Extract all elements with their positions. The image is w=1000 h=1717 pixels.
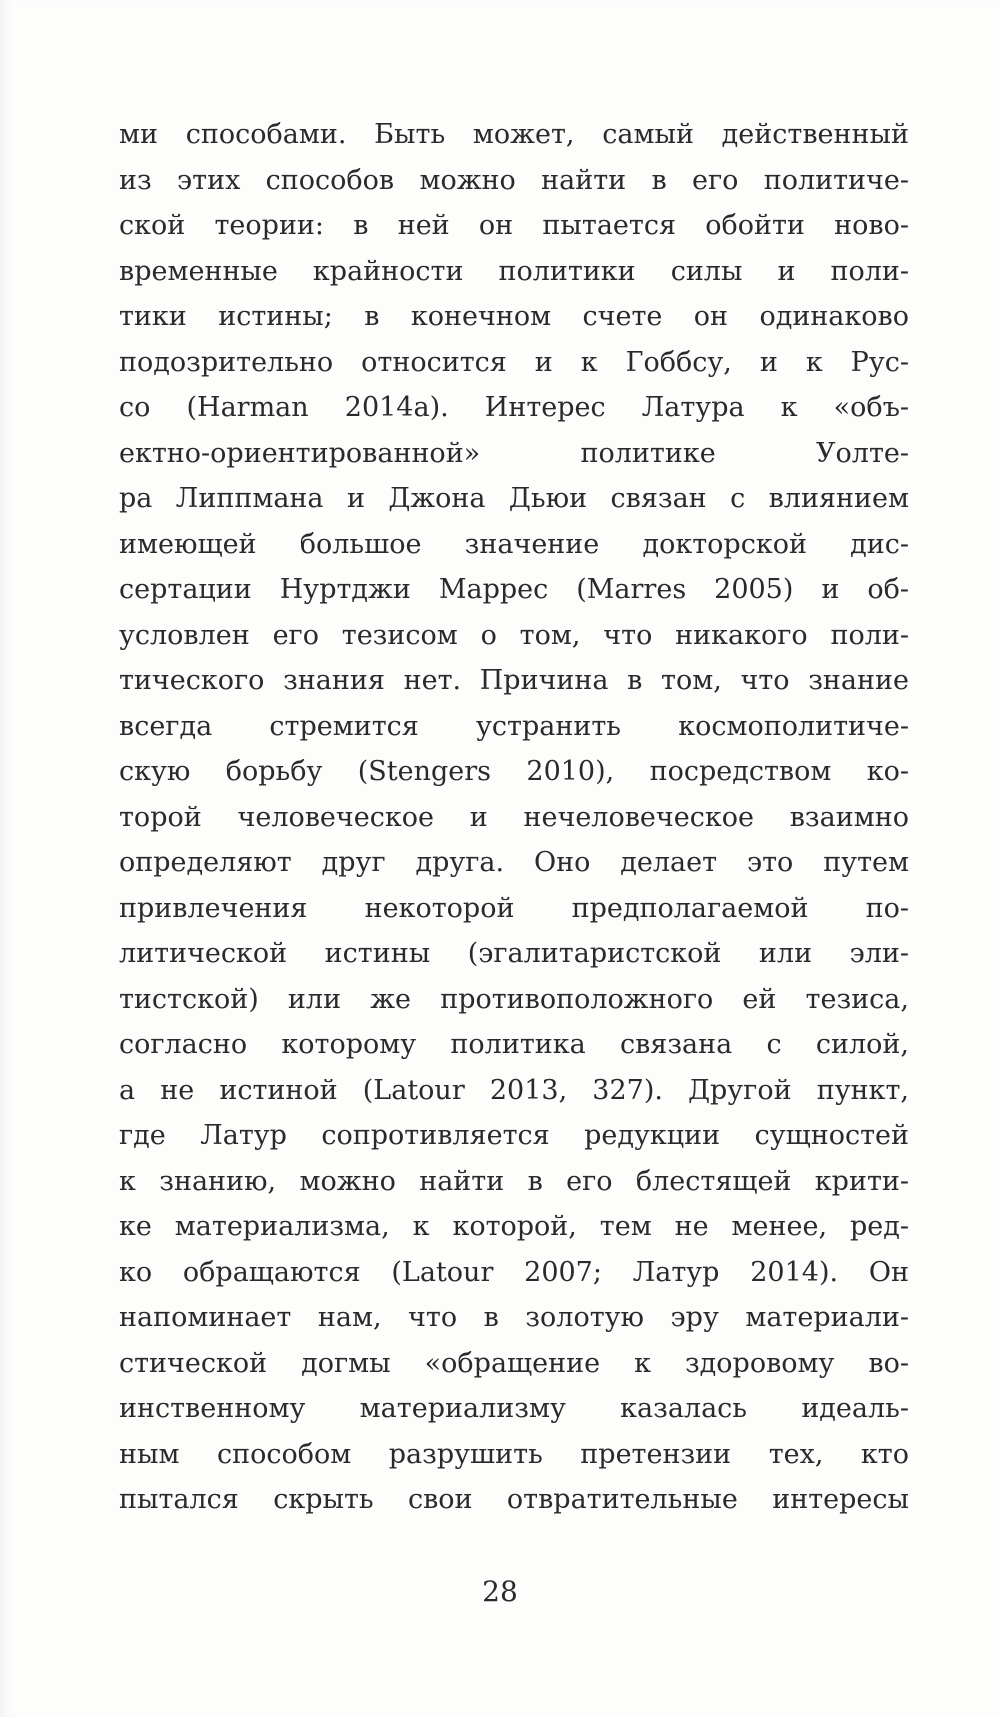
text-line: литической истины (эгалитаристской или эли-	[119, 938, 909, 969]
text-line: согласно которому политика связана с силой,	[119, 1029, 909, 1060]
text-line: имеющей большое значение докторской дис-	[119, 528, 909, 560]
text-line: ми способами. Быть может, самый действенный	[119, 119, 909, 150]
text-line: тистской) или же противоположного ей тезиса,	[119, 983, 909, 1015]
text-line: условлен его тезисом о том, что никакого поли-	[119, 619, 909, 651]
text-line: инственному материализму казалась идеаль-	[119, 1393, 909, 1424]
text-line: подозрительно относится и к Гоббсу, и к Рус-	[119, 346, 909, 378]
text-line: из этих способов можно найти в его политиче-	[119, 164, 909, 196]
text-line: скую борьбу (Stengers 2010), посредством ко-	[119, 756, 909, 787]
page-number: 28	[482, 1575, 518, 1608]
text-line: определяют друг друга. Оно делает это путем	[119, 847, 909, 878]
text-line: тики истины; в конечном счете он одинаково	[119, 301, 909, 332]
text-line: привлечения некоторой предполагаемой по-	[119, 892, 909, 924]
text-line: ра Липпмана и Джона Дьюи связан с влиянием	[119, 483, 909, 514]
text-line: стической догмы «обращение к здоровому во-	[119, 1347, 909, 1379]
text-line: пытался скрыть свои отвратительные интересы	[119, 1484, 909, 1515]
body-text	[119, 112, 909, 1523]
text-line: со (Harman 2014a). Интерес Латура к «объ-	[119, 392, 909, 423]
text-line: всегда стремится устранить космополитиче-	[119, 710, 909, 742]
text-line: ской теории: в ней он пытается обойти ново-	[119, 210, 909, 241]
text-line: ке материализма, к которой, тем не менее, ред-	[119, 1211, 909, 1242]
text-line: ным способом разрушить претензии тех, кто	[119, 1438, 909, 1470]
text-line: торой человеческое и нечеловеческое взаимно	[119, 801, 909, 833]
text-line: где Латур сопротивляется редукции сущностей	[119, 1120, 909, 1151]
text-line: напоминает нам, что в золотую эру материали-	[119, 1302, 909, 1333]
text-line: сертации Нуртджи Маррес (Marres 2005) и об-	[119, 574, 909, 605]
text-line: ектно-ориентированной» политике Уолте-	[119, 437, 909, 469]
text-line: временные крайности политики силы и поли-	[119, 255, 909, 287]
text-line: а не истиной (Latour 2013, 327). Другой пункт,	[119, 1074, 909, 1106]
text-line: тического знания нет. Причина в том, что знание	[119, 665, 909, 696]
text-line: ко обращаются (Latour 2007; Латур 2014). Он	[119, 1256, 909, 1288]
text-line: к знанию, можно найти в его блестящей крити-	[119, 1165, 909, 1197]
